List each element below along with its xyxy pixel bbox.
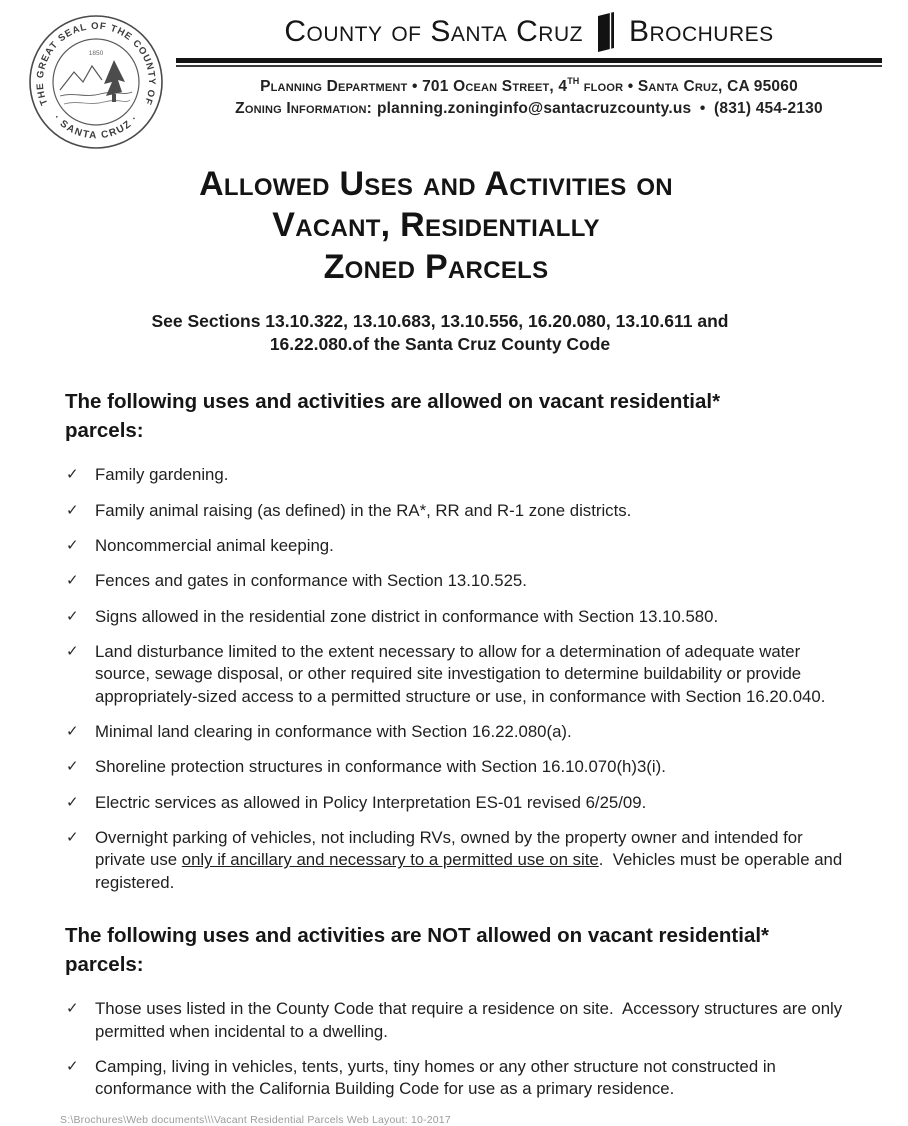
list-item-text: Those uses listed in the County Code that require a residence on site. Accessory structures are only permitted when incidental to a dwelling.: [95, 999, 847, 1041]
page-title-line1: Allowed Uses and Activities on: [199, 165, 673, 203]
page-title: [0, 164, 890, 288]
list-item: [66, 606, 856, 628]
page-title-line3: Zoned Parcels: [323, 247, 549, 286]
seal-top-text: THE GREAT SEAL OF THE COUNTY OF: [34, 20, 158, 107]
header-title: County of Santa Cruz: [284, 15, 583, 48]
code-sections-line2: 16.22.080.of the Santa Cruz County Code: [269, 334, 611, 355]
list-item: [66, 535, 856, 557]
header-collection-label: Brochures: [628, 15, 774, 48]
allowed-heading-line1: The following uses and activities are allowed on vacant residential*: [65, 389, 721, 413]
checkmark-icon: ✓: [66, 501, 79, 519]
list-item-text: Family animal raising (as defined) in the RA*, RR and R-1 zone districts.: [95, 500, 632, 520]
list-item-text: Fences and gates in conformance with Section 13.10.525.: [95, 571, 527, 591]
contact-email: planning.zoninginfo@santacruzcounty.us: [377, 100, 692, 117]
checkmark-icon: ✓: [66, 758, 79, 776]
contact-label: Zoning Information:: [235, 100, 372, 117]
address-ordinal: TH: [567, 76, 580, 86]
list-item-text: Camping, living in vehicles, tents, yurts, tiny homes or any other structure not constructed in conformance with the California Building Code for use as a primary residence.: [95, 1056, 781, 1099]
list-item-text: Family gardening.: [95, 465, 229, 485]
list-item-text: Signs allowed in the residential zone district in conformance with Section 13.10.580.: [95, 606, 719, 626]
list-item-text: Overnight parking of vehicles, not including RVs, owned by the property owner and intended for private use only if ancillary and necessary to a permitted use on site. Vehicles must be operable and registered.: [95, 827, 847, 892]
allowed-section-heading: [65, 388, 853, 445]
not-allowed-section-heading: [65, 922, 853, 979]
list-item-text: Noncommercial animal keeping.: [95, 535, 334, 555]
address-pre: Planning Department • 701 Ocean Street, 4: [260, 78, 568, 95]
list-item: [66, 756, 856, 778]
header-content: [176, 12, 882, 118]
list-item-text: Electric services as allowed in Policy Interpretation ES-01 revised 6/25/09.: [95, 792, 647, 812]
seal-illustration: [60, 66, 132, 104]
contact-separator: •: [699, 100, 706, 117]
checkmark-icon: ✓: [66, 642, 79, 660]
checkmark-icon: ✓: [66, 722, 79, 740]
list-item-text: Land disturbance limited to the extent necessary to allow for a determination of adequate water source, sewage disposal, or other required site investigation to determine buildability or provide appropriately-sized access to a permitted structure or use, in conformance with Section 16.20.040.: [95, 641, 826, 706]
checkmark-icon: ✓: [66, 828, 79, 846]
list-item: [66, 500, 856, 522]
not-allowed-heading-line1: The following uses and activities are NOT allowed on vacant residential*: [65, 923, 770, 947]
seal-year: 1850: [88, 50, 104, 57]
list-item: [66, 464, 856, 486]
county-seal: [26, 12, 166, 152]
list-item-text: Minimal land clearing in conformance with Section 16.22.080(a).: [95, 721, 572, 741]
list-item: [66, 998, 856, 1043]
header-rule-thick: [176, 58, 882, 63]
seal-tree-icon: [104, 60, 125, 102]
list-item: [66, 721, 856, 743]
contact-phone: (831) 454-2130: [714, 100, 823, 117]
header-rule-thin: [176, 65, 882, 67]
allowed-uses-list: [66, 464, 856, 894]
list-item-text: Shoreline protection structures in conformance with Section 16.10.070(h)3(i).: [95, 757, 666, 777]
list-item: [66, 570, 856, 592]
checkmark-icon: ✓: [66, 1057, 79, 1075]
not-allowed-uses-list: [66, 998, 856, 1100]
brochure-icon: [595, 12, 617, 52]
svg-text:THE GREAT SEAL OF THE COUNTY O: [35, 21, 157, 107]
document-file-path: S:\Brochures\Web documents\\\Vacant Residential Parcels Web Layout: 10-2017: [60, 1113, 451, 1126]
department-address-line: [176, 76, 882, 96]
allowed-heading-line2: parcels:: [65, 418, 144, 442]
checkmark-icon: ✓: [66, 572, 79, 590]
code-sections-line1: See Sections 13.10.322, 13.10.683, 13.10.556, 16.20.080, 13.10.611 and: [151, 311, 729, 332]
underlined-phrase: only if ancillary and necessary to a permitted use on site: [181, 850, 599, 870]
county-seal-graphic: [26, 12, 166, 152]
list-item: [66, 792, 856, 814]
code-sections-reference: [0, 310, 894, 356]
checkmark-icon: ✓: [66, 466, 79, 484]
page-title-line2: Vacant, Residentially: [272, 206, 600, 245]
address-post: floor • Santa Cruz, CA 95060: [579, 78, 798, 95]
not-allowed-heading-line2: parcels:: [65, 952, 144, 976]
document-header: [0, 0, 908, 142]
checkmark-icon: ✓: [66, 793, 79, 811]
seal-bottom-text: · SANTA CRUZ ·: [51, 112, 141, 142]
list-item: [66, 827, 856, 894]
checkmark-icon: ✓: [66, 1000, 79, 1018]
checkmark-icon: ✓: [66, 536, 79, 554]
header-title-row: [176, 12, 882, 58]
list-item: [66, 1056, 856, 1101]
checkmark-icon: ✓: [66, 607, 79, 625]
svg-text:· SANTA CRUZ ·: [51, 113, 141, 142]
list-item: [66, 641, 856, 708]
zoning-contact-line: [176, 100, 882, 118]
